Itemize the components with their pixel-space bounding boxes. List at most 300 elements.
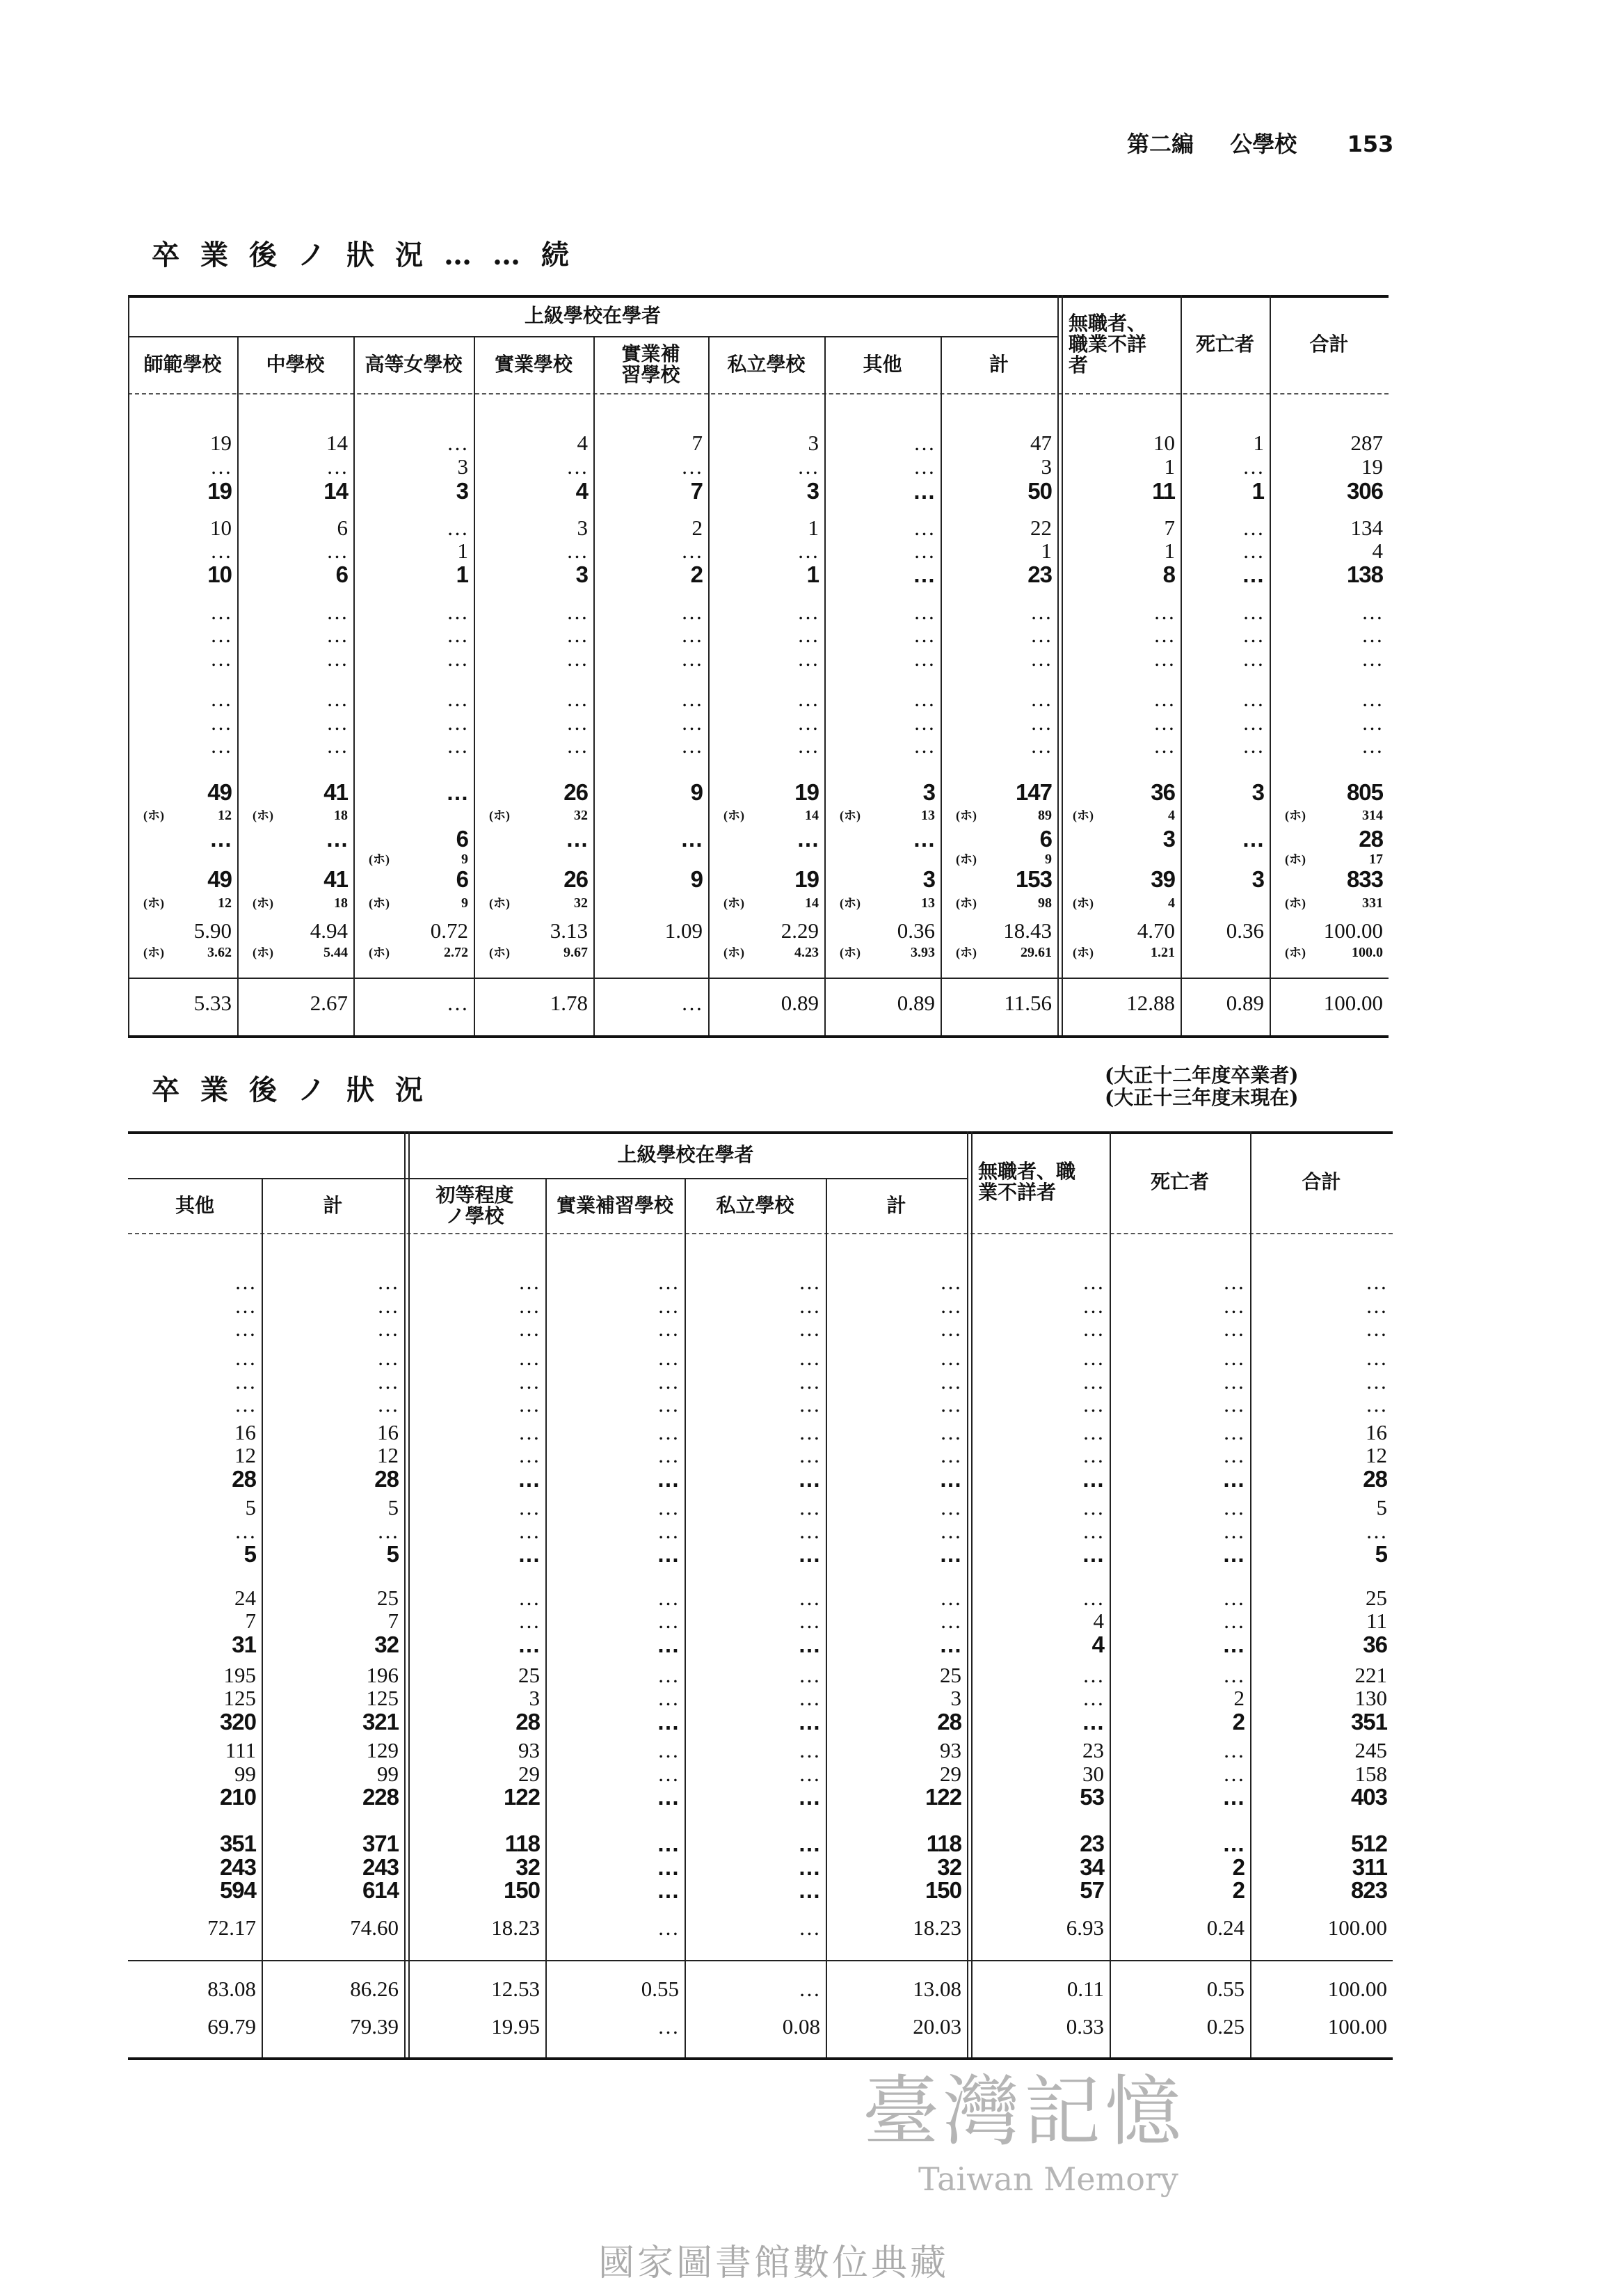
table-cell: …: [1366, 1518, 1387, 1543]
table-cell: …: [566, 687, 588, 712]
table-cell: 9: [1045, 852, 1052, 868]
table-cell: 28: [232, 1465, 256, 1492]
table-cell: …: [799, 1346, 820, 1371]
table-cell: 2: [1232, 1708, 1245, 1735]
table-cell: 19.95: [491, 2014, 540, 2039]
table-cell: 153: [1015, 866, 1052, 893]
table-cell: …: [913, 478, 935, 504]
column-header: 無職者、 職業不詳 者: [1069, 311, 1147, 376]
table-cell: …: [1242, 599, 1264, 624]
table-cell: 72.17: [207, 1915, 256, 1940]
table-cell: 12: [234, 1443, 256, 1468]
table-cell: …: [1242, 561, 1264, 587]
table-cell: …: [1366, 1369, 1387, 1394]
table-cell: …: [657, 1662, 679, 1687]
table-cell: …: [518, 1585, 540, 1610]
table-cell: …: [940, 1346, 961, 1371]
table-cell: 29: [940, 1761, 961, 1786]
table-cell: …: [1361, 733, 1383, 758]
table-cell: …: [799, 1495, 820, 1520]
table-cell: …: [1366, 1346, 1387, 1371]
table-cell: …: [1366, 1316, 1387, 1341]
table-cell: 28: [1359, 825, 1383, 852]
table-cell: 93: [940, 1738, 961, 1763]
table-cell: 9: [690, 866, 703, 893]
table-cell: 28: [937, 1708, 961, 1735]
table-cell: …: [1223, 1443, 1245, 1468]
table-cell: …: [799, 1293, 820, 1318]
table-cell: …: [799, 1270, 820, 1295]
table-cell: 158: [1354, 1761, 1387, 1786]
table-cell: …: [1366, 1293, 1387, 1318]
running-header: [1127, 127, 1393, 159]
table-cell: 57: [1080, 1877, 1104, 1903]
table-cell: 32: [574, 808, 588, 824]
table-cell: …: [447, 687, 468, 712]
table-cell: 0.24: [1206, 1915, 1245, 1940]
table-cell: …: [657, 1495, 679, 1520]
column-header: 高等女學校: [365, 353, 463, 376]
table-cell: 0.11: [1066, 1977, 1104, 2002]
table-cell: …: [940, 1293, 961, 1318]
table-cell: 9: [461, 895, 468, 911]
table-cell: …: [210, 623, 232, 648]
table-cell: 311: [1352, 1853, 1387, 1880]
table-cell: 1: [456, 561, 468, 587]
table-cell: 1: [1251, 478, 1264, 504]
table-cell: …: [657, 1915, 679, 1940]
table-cell: 2.72: [444, 944, 468, 960]
table-cell: 138: [1346, 561, 1383, 587]
table-cell: …: [326, 539, 348, 564]
table-cell: …: [518, 1465, 540, 1492]
table-cell: 3: [529, 1686, 540, 1711]
table-cell: 16: [377, 1419, 399, 1444]
ho-label: (ホ): [840, 808, 861, 823]
table-cell: …: [1082, 1369, 1104, 1394]
table-cell: 24: [234, 1585, 256, 1610]
table-cell: 0.55: [641, 1977, 679, 2002]
table-cell: 49: [207, 866, 232, 893]
table-cell: …: [940, 1585, 961, 1610]
table-cell: …: [234, 1316, 256, 1341]
table-cell: …: [234, 1369, 256, 1394]
table-cell: …: [326, 710, 348, 735]
table-cell: 50: [1027, 478, 1052, 504]
table-cell: 100.00: [1323, 918, 1383, 943]
table-cell: …: [799, 1662, 820, 1687]
ho-label: (ホ): [489, 808, 510, 823]
column-header: 師範學校: [143, 353, 222, 376]
table-cell: 0.25: [1206, 2014, 1245, 2039]
table-cell: 3: [1251, 779, 1264, 806]
table-cell: …: [913, 515, 935, 540]
column-header: 合計: [1302, 1170, 1341, 1193]
table-cell: …: [913, 646, 935, 671]
table-cell: 122: [503, 1784, 540, 1810]
table-cell: 287: [1350, 431, 1383, 456]
table-cell: …: [1153, 733, 1175, 758]
table-cell: …: [447, 733, 468, 758]
table-cell: …: [566, 825, 588, 852]
table-cell: 14: [323, 478, 348, 504]
table-cell: …: [377, 1293, 399, 1318]
table-cell: …: [518, 1443, 540, 1468]
table-cell: 150: [503, 1877, 540, 1903]
page-number: 153: [1347, 131, 1394, 157]
ho-label: (ホ): [143, 945, 164, 959]
table-cell: …: [1223, 1662, 1245, 1687]
table-cell: 2: [691, 515, 703, 540]
table-cell: 130: [1354, 1686, 1387, 1711]
table-cell: …: [1082, 1541, 1104, 1568]
table-cell: 2: [690, 561, 703, 587]
table-cell: …: [681, 623, 703, 648]
table-cell: …: [566, 599, 588, 624]
table-cell: 6: [1039, 825, 1052, 852]
table-cell: 25: [940, 1662, 961, 1687]
table-cell: …: [913, 599, 935, 624]
table-cell: …: [518, 1609, 540, 1634]
table-cell: …: [210, 599, 232, 624]
column-header: 死亡者: [1195, 332, 1254, 356]
table-cell: 125: [223, 1686, 256, 1711]
ho-label: (ホ): [253, 808, 273, 823]
table-cell: 4: [1091, 1631, 1104, 1657]
table-cell: 147: [1015, 779, 1052, 806]
table-cell: 17: [1369, 852, 1383, 868]
table-cell: …: [210, 687, 232, 712]
table-cell: …: [518, 1369, 540, 1394]
table-cell: …: [1242, 454, 1264, 479]
table-cell: …: [1222, 1541, 1245, 1568]
table-cell: 4.70: [1137, 918, 1175, 943]
table-cell: 93: [518, 1738, 540, 1763]
group-header: 上級學校在學者: [524, 303, 661, 327]
watermark-text: Taiwan Memory: [918, 2160, 1178, 2198]
table-cell: 47: [1030, 431, 1052, 456]
table-cell: …: [799, 1686, 820, 1711]
table-cell: 210: [219, 1784, 256, 1810]
table-cell: 0.36: [1226, 918, 1264, 943]
table-cell: …: [681, 454, 703, 479]
table-cell: 6: [337, 515, 348, 540]
table-cell: 321: [362, 1708, 399, 1735]
table-cell: …: [518, 1392, 540, 1417]
horizontal-rule: [128, 2057, 1393, 2060]
table-cell: …: [797, 710, 819, 735]
ho-label: (ホ): [253, 945, 273, 959]
table-cell: 18: [334, 895, 348, 911]
column-header: 死亡者: [1150, 1170, 1209, 1193]
table-cell: 99: [377, 1761, 399, 1786]
table-cell: 4: [1168, 895, 1175, 911]
table-cell: …: [377, 1346, 399, 1371]
table-cell: 221: [1354, 1662, 1387, 1687]
table-cell: …: [566, 646, 588, 671]
table-cell: …: [518, 1541, 540, 1568]
table-cell: …: [797, 687, 819, 712]
ho-label: (ホ): [489, 945, 510, 959]
table-cell: 805: [1346, 779, 1383, 806]
table-cell: 1: [1164, 539, 1175, 564]
table-cell: 3: [922, 866, 935, 893]
table-cell: 32: [374, 1631, 399, 1657]
table-cell: …: [798, 1784, 820, 1810]
table-cell: …: [913, 431, 935, 456]
table-cell: …: [681, 646, 703, 671]
table-cell: 12: [218, 895, 232, 911]
table-cell: …: [657, 1293, 679, 1318]
table-cell: …: [799, 1419, 820, 1444]
table-cell: …: [798, 1877, 820, 1903]
table-cell: …: [657, 1419, 679, 1444]
table-cell: 129: [366, 1738, 399, 1763]
table-cell: …: [1361, 623, 1383, 648]
table-cell: 125: [366, 1686, 399, 1711]
table-cell: 18.23: [913, 1915, 961, 1940]
table-cell: 1: [806, 561, 819, 587]
table-cell: 19: [794, 866, 819, 893]
table-cell: …: [940, 1316, 961, 1341]
table-cell: 1.09: [664, 918, 703, 943]
table-cell: 12: [377, 1443, 399, 1468]
table-cell: …: [797, 733, 819, 758]
table-cell: 594: [219, 1877, 256, 1903]
table-cell: …: [1082, 1419, 1104, 1444]
table-cell: …: [1082, 1585, 1104, 1610]
table-cell: …: [326, 687, 348, 712]
table-cell: 23: [1082, 1738, 1104, 1763]
table-cell: 0.89: [1226, 991, 1264, 1016]
table-cell: 4: [577, 431, 588, 456]
table-cell: …: [657, 1369, 679, 1394]
table-cell: 331: [1362, 895, 1383, 911]
table-cell: 26: [563, 779, 588, 806]
table-cell: 614: [362, 1877, 399, 1903]
column-header: 私立學校: [716, 1193, 794, 1217]
table-cell: 3: [1251, 866, 1264, 893]
table-cell: 1: [1041, 539, 1052, 564]
table-cell: 11.56: [1004, 991, 1052, 1016]
table-cell: …: [234, 1293, 256, 1318]
table-cell: …: [798, 1853, 820, 1880]
table-cell: …: [657, 1346, 679, 1371]
table-cell: 19: [794, 779, 819, 806]
table-cell: 3: [457, 454, 468, 479]
table-cell: 98: [1038, 895, 1052, 911]
table-cell: …: [447, 646, 468, 671]
table-cell: …: [799, 1518, 820, 1543]
table-cell: 7: [245, 1609, 256, 1634]
table-cell: 19: [1361, 454, 1383, 479]
table-cell: 4.94: [310, 918, 348, 943]
table-cell: …: [1242, 623, 1264, 648]
table-cell: …: [518, 1518, 540, 1543]
table-cell: 41: [323, 779, 348, 806]
table-cell: …: [1222, 1631, 1245, 1657]
table-cell: …: [234, 1270, 256, 1295]
table-cell: …: [1082, 1708, 1104, 1735]
table-cell: …: [377, 1518, 399, 1543]
table-cell: …: [210, 710, 232, 735]
column-header: 中學校: [266, 353, 325, 376]
table-cell: 6: [456, 866, 468, 893]
table-cell: 20.03: [913, 2014, 961, 2039]
table-cell: 11: [1366, 1609, 1387, 1634]
table-cell: 4: [1372, 539, 1383, 564]
table-cell: 32: [515, 1853, 540, 1880]
table-cell: 150: [925, 1877, 961, 1903]
table-cell: …: [1361, 599, 1383, 624]
table-cell: 13.08: [913, 1977, 961, 2002]
table-cell: 823: [1350, 1877, 1387, 1903]
table-cell: 5: [1375, 1541, 1387, 1568]
table-cell: 8: [1162, 561, 1175, 587]
table-cell: …: [1082, 1270, 1104, 1295]
table-cell: …: [1222, 1831, 1245, 1857]
table-cell: 3: [1041, 454, 1052, 479]
column-header: 其他: [863, 353, 902, 376]
table-cell: …: [210, 539, 232, 564]
table-cell: …: [1242, 710, 1264, 735]
table-cell: …: [566, 733, 588, 758]
table-cell: 0.89: [897, 991, 935, 1016]
table-cell: …: [1223, 1518, 1245, 1543]
table-cell: …: [940, 1270, 961, 1295]
table-cell: 25: [377, 1585, 399, 1610]
table-cell: …: [657, 1316, 679, 1341]
table-cell: …: [447, 431, 468, 456]
table-cell: 6: [335, 561, 348, 587]
table-cell: …: [1082, 1293, 1104, 1318]
table-cell: 18.23: [491, 1915, 540, 1940]
table-cell: 4.23: [794, 944, 819, 960]
table-cell: 0.89: [781, 991, 819, 1016]
table-cell: 1.78: [550, 991, 588, 1016]
table-cell: …: [518, 1419, 540, 1444]
table-cell: 16: [234, 1419, 256, 1444]
table-cell: 2.29: [781, 918, 819, 943]
footer-archive-label: 國家圖書館數位典藏: [598, 2242, 950, 2284]
table-cell: 29: [518, 1761, 540, 1786]
table-cell: 89: [1038, 808, 1052, 824]
table2-title: 卒業後ノ狀況: [152, 1074, 444, 1106]
table-cell: …: [657, 2014, 679, 2039]
table-cell: …: [1242, 733, 1264, 758]
table-cell: …: [940, 1443, 961, 1468]
table-cell: 14: [805, 808, 819, 824]
table-cell: …: [1223, 1419, 1245, 1444]
table-cell: …: [377, 1270, 399, 1295]
table-cell: 243: [362, 1853, 399, 1880]
table-cell: …: [657, 1609, 679, 1634]
table-cell: …: [913, 687, 935, 712]
table-cell: …: [518, 1631, 540, 1657]
table-cell: 99: [234, 1761, 256, 1786]
table-cell: …: [1082, 1465, 1104, 1492]
table-cell: …: [1242, 825, 1264, 852]
table-cell: …: [657, 1585, 679, 1610]
table-cell: 195: [223, 1662, 256, 1687]
table-cell: 100.00: [1323, 991, 1383, 1016]
table-cell: …: [680, 825, 703, 852]
table-cell: …: [1223, 1609, 1245, 1634]
table-cell: 351: [219, 1831, 256, 1857]
table-cell: 100.00: [1327, 1915, 1387, 1940]
table-cell: …: [657, 1877, 679, 1903]
table-cell: …: [1082, 1443, 1104, 1468]
table-cell: 134: [1350, 515, 1383, 540]
table-cell: …: [657, 1465, 679, 1492]
table-cell: 245: [1354, 1738, 1387, 1763]
table-cell: …: [447, 599, 468, 624]
table-cell: 13: [921, 895, 935, 911]
ho-label: (ホ): [723, 895, 744, 910]
table-cell: 32: [937, 1853, 961, 1880]
table-cell: …: [1223, 1369, 1245, 1394]
ho-label: (ホ): [1285, 852, 1306, 867]
table-cell: …: [799, 1609, 820, 1634]
table-cell: …: [797, 599, 819, 624]
table-cell: …: [326, 825, 348, 852]
table-cell: 4: [575, 478, 588, 504]
ho-label: (ホ): [840, 895, 861, 910]
horizontal-rule: [128, 978, 1389, 979]
table-cell: …: [657, 1784, 679, 1810]
table-cell: 86.26: [350, 1977, 399, 2002]
table-cell: …: [798, 1831, 820, 1857]
table-cell: 26: [563, 866, 588, 893]
ho-label: (ホ): [143, 895, 164, 910]
table-cell: …: [939, 1541, 961, 1568]
table-cell: …: [681, 733, 703, 758]
table-cell: 5: [387, 1495, 399, 1520]
table-cell: …: [1030, 599, 1052, 624]
table-cell: 6: [456, 825, 468, 852]
table-cell: 243: [219, 1853, 256, 1880]
ho-label: (ホ): [1285, 808, 1306, 823]
table-cell: 10: [210, 515, 232, 540]
table-cell: 19: [207, 478, 232, 504]
table-cell: …: [799, 1392, 820, 1417]
table-cell: …: [518, 1293, 540, 1318]
table-cell: …: [1223, 1316, 1245, 1341]
table-cell: 12: [218, 808, 232, 824]
table-cell: 2: [1233, 1686, 1245, 1711]
table-cell: …: [1082, 1518, 1104, 1543]
table-cell: …: [210, 646, 232, 671]
table-cell: …: [940, 1609, 961, 1634]
table-cell: 12.53: [491, 1977, 540, 2002]
table-cell: …: [681, 599, 703, 624]
table-cell: …: [1222, 1784, 1245, 1810]
table-cell: …: [913, 710, 935, 735]
table-cell: …: [1082, 1316, 1104, 1341]
table-cell: 320: [219, 1708, 256, 1735]
table-cell: 5: [245, 1495, 256, 1520]
table-cell: …: [326, 733, 348, 758]
table-cell: …: [799, 1977, 820, 2002]
ho-label: (ホ): [956, 945, 977, 959]
table-cell: …: [913, 623, 935, 648]
table-cell: …: [657, 1738, 679, 1763]
table-cell: …: [1082, 1346, 1104, 1371]
table-cell: …: [940, 1369, 961, 1394]
table-cell: …: [799, 1738, 820, 1763]
table-cell: …: [447, 623, 468, 648]
table-cell: …: [1223, 1392, 1245, 1417]
